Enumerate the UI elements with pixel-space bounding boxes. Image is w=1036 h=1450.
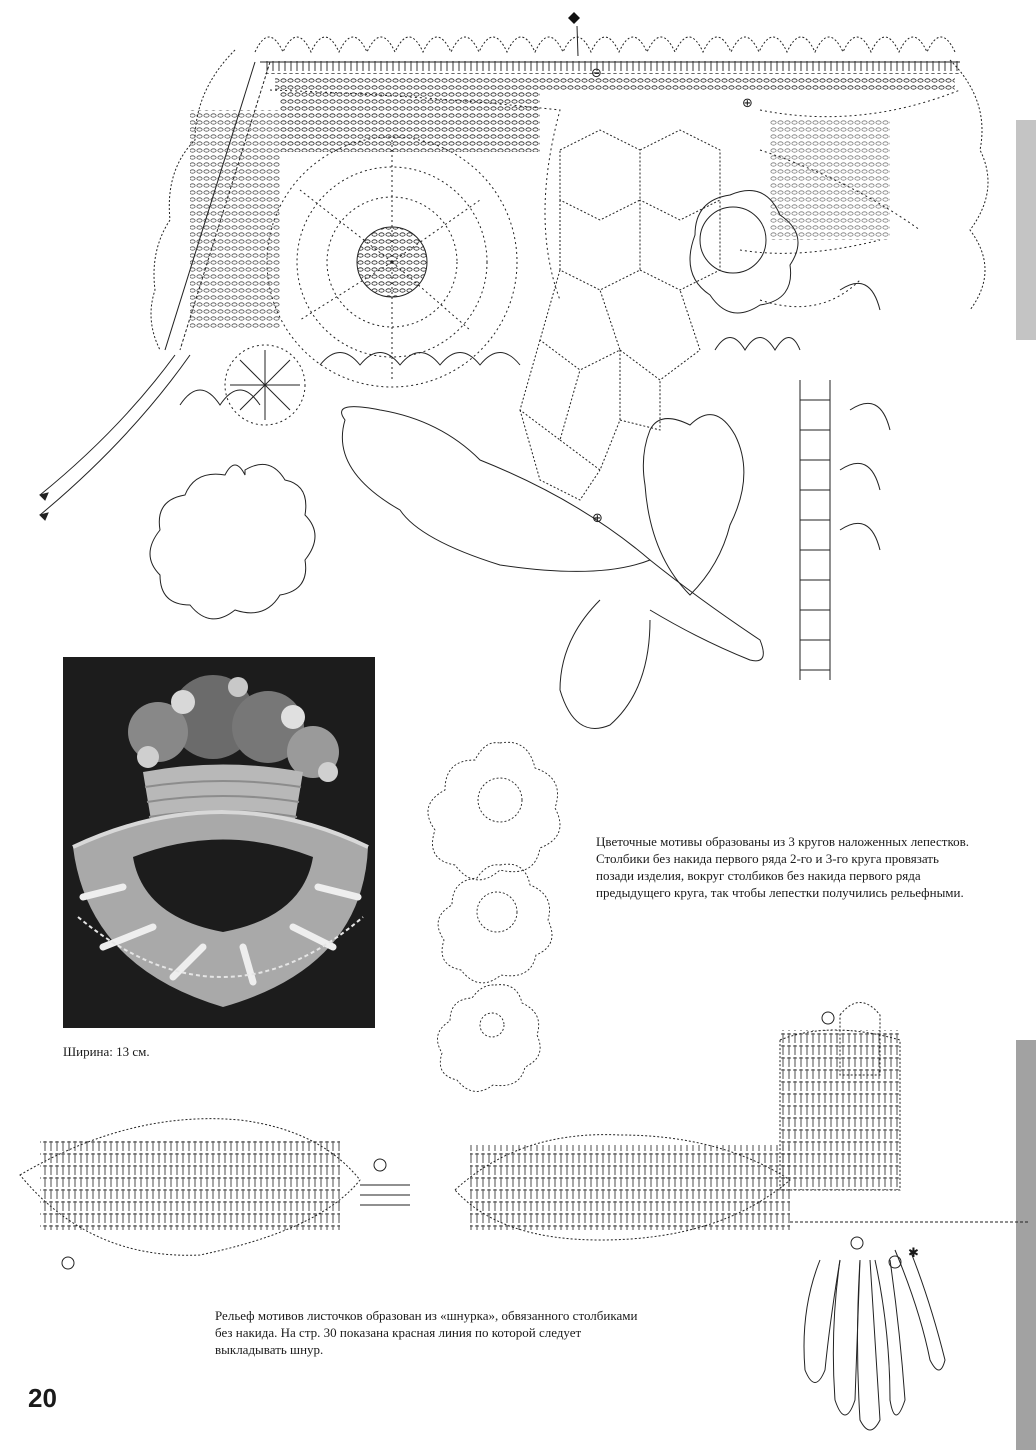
collar-photo [63,657,375,1028]
minus-circle-symbol: ⊖ [591,66,602,81]
collar-diagram [40,12,988,728]
picot-edging [255,37,955,52]
star-motif [225,345,305,425]
flower-petal-diagrams [428,742,560,1091]
rosette-motif [267,137,517,387]
flower-round-1 [428,742,560,880]
plus-circle-symbol: ⊕ [742,96,753,111]
asterisk-symbol: ✱ [908,1246,919,1261]
flower-round-3 [438,985,541,1092]
bottom-leaf-diagrams [20,1003,1030,1431]
collar-photo-illustration [63,657,375,1028]
right-leaf-chart [455,1003,1030,1431]
leaf-shape [342,407,650,572]
leaf-relief-caption: Рельеф мотивов листочков образован из «шнурка», обвязанного столбиками без накида. На стр. 30 показана красная линия по которой следует выкладывать шнур. [215,1308,638,1357]
ladder-edge [800,380,830,680]
plus-circle-symbol: ⊕ [592,511,603,526]
width-caption: Ширина: 13 см. [63,1044,150,1059]
left-leaf-chart [20,1119,410,1269]
flower-round-2 [438,864,552,983]
flower-motifs-caption: Цветочные мотивы образованы из 3 кругов наложенных лепестков. Столбики без накида первого ряда 2-го и 3-го круга провязать позади изделия, вокруг столбиков без накида первого ряда предыдущего круга, так чтобы лепестки получились рельефными. [596,834,970,900]
hex-net [520,130,720,500]
page-number: 20 [28,1383,57,1413]
scalloped-circle [150,464,315,619]
